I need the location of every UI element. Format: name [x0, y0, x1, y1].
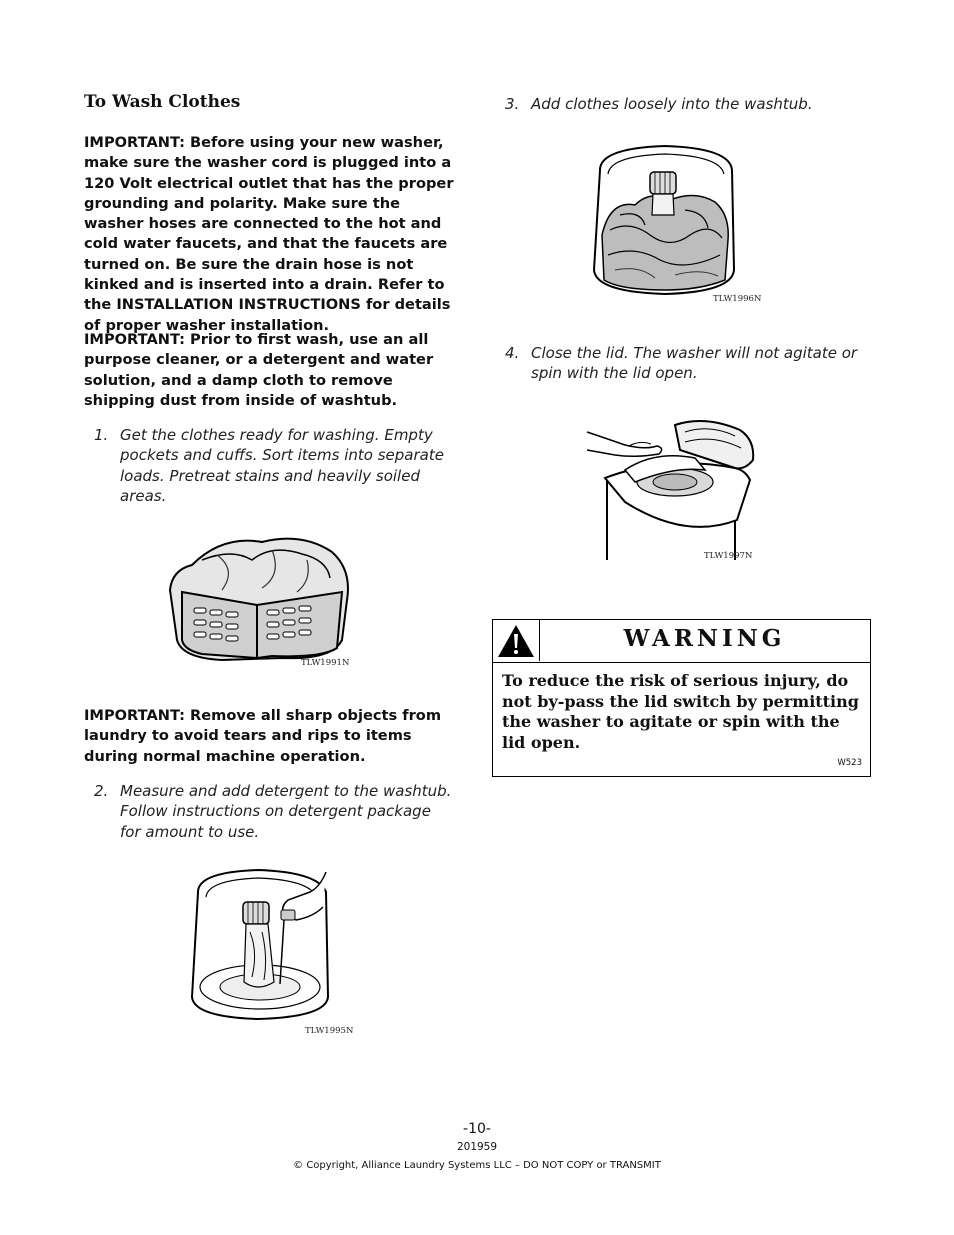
step-4 [505, 343, 865, 388]
warning-box [492, 619, 871, 777]
step-number: 3. [505, 95, 520, 113]
warning-header [493, 620, 870, 663]
warning-title: WARNING [623, 625, 786, 652]
step-1 [94, 425, 454, 510]
copyright-notice: © Copyright, Alliance Laundry Systems LLC – DO NOT COPY or TRANSMIT [293, 1160, 661, 1171]
step-number: 4. [505, 344, 520, 362]
close-lid-illustration [585, 410, 760, 565]
doc-number: 201959 [456, 1141, 498, 1153]
step-text: Add clothes loosely into the washtub. [531, 95, 813, 113]
figure-caption-basket: TLW1991N [301, 658, 350, 668]
warning-icon-box [493, 620, 540, 661]
clothes-in-washtub-illustration [590, 140, 740, 300]
figure-caption-detergent: TLW1995N [305, 1026, 354, 1036]
step-text: Get the clothes ready for washing. Empty pockets and cuffs. Sort items into separate loads. Pretreat stains and heavily soiled areas. [120, 426, 444, 505]
important-note-sharp-objects: IMPORTANT: Remove all sharp objects from laundry to avoid tears and rips to items during normal machine operation. [84, 707, 442, 765]
step-2 [94, 781, 454, 846]
step-text: Close the lid. The washer will not agitate or spin with the lid open. [531, 344, 858, 383]
step-number: 2. [94, 782, 109, 800]
step-3 [505, 94, 865, 119]
important-note-installation: IMPORTANT: Before using your new washer, make sure the washer cord is plugged into a 120 Volt electrical outlet that has the proper grounding and polarity. Make sure the washer hoses are connected to the hot and cold water faucets, and that the faucets are turned on. Be sure the drain hose is not kinked and is inserted into a drain. Refer to the INSTALLATION INSTRUCTIONS for details of proper washer installation. [84, 134, 454, 334]
section-title: To Wash Clothes [84, 92, 241, 112]
step-text: Measure and add detergent to the washtub. Follow instructions on detergent package for amount to use. [120, 782, 452, 841]
figure-caption-close-lid: TLW1997N [704, 551, 753, 561]
laundry-basket-illustration [162, 530, 357, 670]
important-note-cleaning: IMPORTANT: Prior to first wash, use an all purpose cleaner, or a detergent and water solution, and a damp cloth to remove shipping dust from inside of washtub. [84, 331, 434, 409]
warning-text: To reduce the risk of serious injury, do not by-pass the lid switch by permitting the washer to agitate or spin with the lid open. [502, 671, 859, 752]
figure-caption-clothes: TLW1996N [713, 294, 762, 304]
warning-code: W523 [837, 758, 862, 768]
step-number: 1. [94, 426, 109, 444]
detergent-washtub-illustration [188, 862, 333, 1027]
warning-triangle-icon [493, 620, 539, 661]
page-number: -10- [463, 1121, 491, 1137]
